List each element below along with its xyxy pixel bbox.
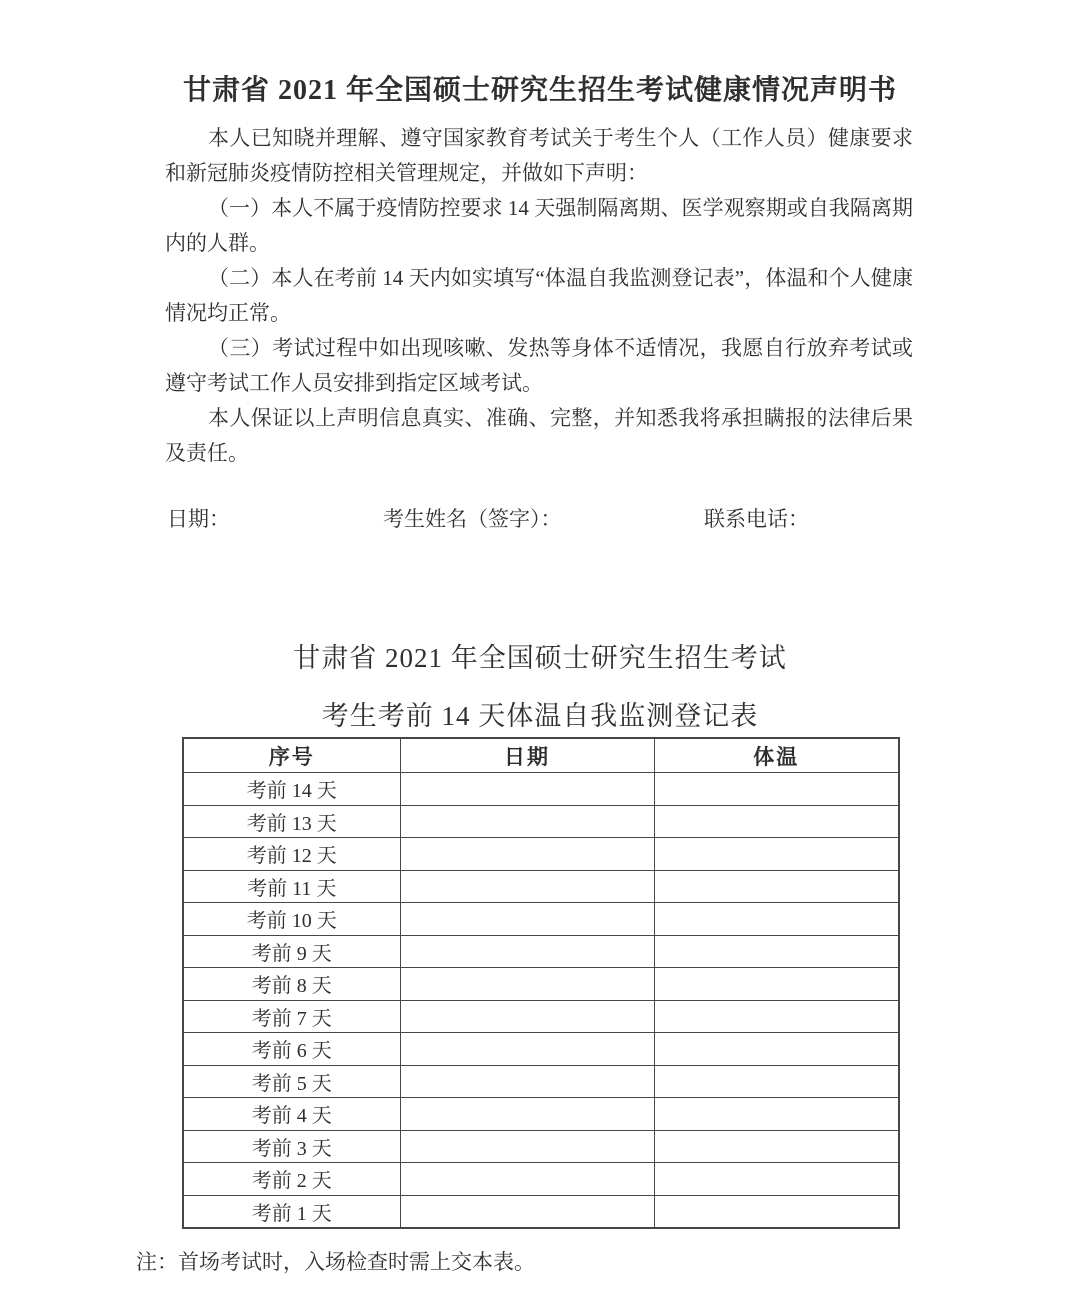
- date-cell: [400, 1065, 654, 1098]
- date-cell: [400, 903, 654, 936]
- declaration-title: 甘肃省 2021 年全国硕士研究生招生考试健康情况声明书: [182, 75, 897, 106]
- temperature-cell: [654, 773, 899, 806]
- temperature-cell: [654, 1000, 899, 1033]
- declaration-item-2: （二）本人在考前 14 天内如实填写“体温自我监测登记表”，体温和个人健康情况均正常。: [165, 266, 913, 325]
- row-label-cell: 考前 14 天: [183, 773, 400, 806]
- table-row: [183, 870, 899, 903]
- table-row: [183, 903, 899, 936]
- declaration-guarantee-paragraph: 本人保证以上声明信息真实、准确、完整，并知悉我将承担瞒报的法律后果及责任。: [165, 406, 913, 465]
- date-cell: [400, 935, 654, 968]
- date-cell: [400, 870, 654, 903]
- temperature-cell: [654, 1163, 899, 1196]
- date-cell: [400, 1163, 654, 1196]
- row-label-cell: 考前 13 天: [183, 805, 400, 838]
- table-header-row: [183, 738, 899, 773]
- date-cell: [400, 1195, 654, 1228]
- signature-row: [165, 503, 913, 538]
- date-cell: [400, 1000, 654, 1033]
- declaration-item-1: （一）本人不属于疫情防控要求 14 天强制隔离期、医学观察期或自我隔离期内的人群。: [165, 196, 913, 255]
- row-label-cell: 考前 12 天: [183, 838, 400, 871]
- column-header-date: 日期: [400, 738, 654, 773]
- register-table-title-line2: 考生考前 14 天体温自我监测登记表: [321, 701, 759, 731]
- table-row: [183, 1130, 899, 1163]
- temperature-cell: [654, 935, 899, 968]
- temperature-cell: [654, 1033, 899, 1066]
- column-header-serial: 序号: [183, 738, 400, 773]
- table-row: [183, 773, 899, 806]
- table-row: [183, 1033, 899, 1066]
- temperature-cell: [654, 805, 899, 838]
- table-row: [183, 805, 899, 838]
- temperature-cell: [654, 1130, 899, 1163]
- row-label-cell: 考前 9 天: [183, 935, 400, 968]
- table-row: [183, 968, 899, 1001]
- table-row: [183, 1000, 899, 1033]
- row-label-cell: 考前 10 天: [183, 903, 400, 936]
- table-row: [183, 1065, 899, 1098]
- row-label-cell: 考前 2 天: [183, 1163, 400, 1196]
- temperature-cell: [654, 1065, 899, 1098]
- temperature-cell: [654, 1195, 899, 1228]
- declaration-item-3: （三）考试过程中如出现咳嗽、发热等身体不适情况，我愿自行放弃考试或遵守考试工作人员安排到指定区域考试。: [165, 336, 913, 395]
- date-cell: [400, 838, 654, 871]
- date-cell: [400, 773, 654, 806]
- date-label: 日期：: [167, 507, 230, 531]
- declaration-body: [165, 121, 913, 471]
- date-cell: [400, 805, 654, 838]
- table-row: [183, 1163, 899, 1196]
- temperature-cell: [654, 903, 899, 936]
- temperature-cell: [654, 1098, 899, 1131]
- declaration-intro-paragraph: 本人已知晓并理解、遵守国家教育考试关于考生个人（工作人员）健康要求和新冠肺炎疫情防控相关管理规定，并做如下声明：: [165, 126, 913, 185]
- row-label-cell: 考前 8 天: [183, 968, 400, 1001]
- table-row: [183, 1098, 899, 1131]
- column-header-temperature: 体温: [654, 738, 899, 773]
- temperature-cell: [654, 870, 899, 903]
- register-table-title-line1: 甘肃省 2021 年全国硕士研究生招生考试: [293, 643, 787, 673]
- row-label-cell: 考前 7 天: [183, 1000, 400, 1033]
- row-label-cell: 考前 6 天: [183, 1033, 400, 1066]
- row-label-cell: 考前 11 天: [183, 870, 400, 903]
- date-cell: [400, 968, 654, 1001]
- candidate-name-label: 考生姓名（签字）：: [383, 507, 562, 531]
- date-cell: [400, 1098, 654, 1131]
- table-row: [183, 838, 899, 871]
- temperature-cell: [654, 838, 899, 871]
- row-label-cell: 考前 3 天: [183, 1130, 400, 1163]
- row-label-cell: 考前 1 天: [183, 1195, 400, 1228]
- temperature-register-table: [182, 737, 900, 1229]
- date-cell: [400, 1130, 654, 1163]
- footer-note: 注：首场考试时，入场检查时需上交本表。: [136, 1250, 535, 1274]
- date-cell: [400, 1033, 654, 1066]
- table-row: [183, 1195, 899, 1228]
- row-label-cell: 考前 4 天: [183, 1098, 400, 1131]
- row-label-cell: 考前 5 天: [183, 1065, 400, 1098]
- temperature-cell: [654, 968, 899, 1001]
- contact-phone-label: 联系电话：: [704, 507, 809, 531]
- table-row: [183, 935, 899, 968]
